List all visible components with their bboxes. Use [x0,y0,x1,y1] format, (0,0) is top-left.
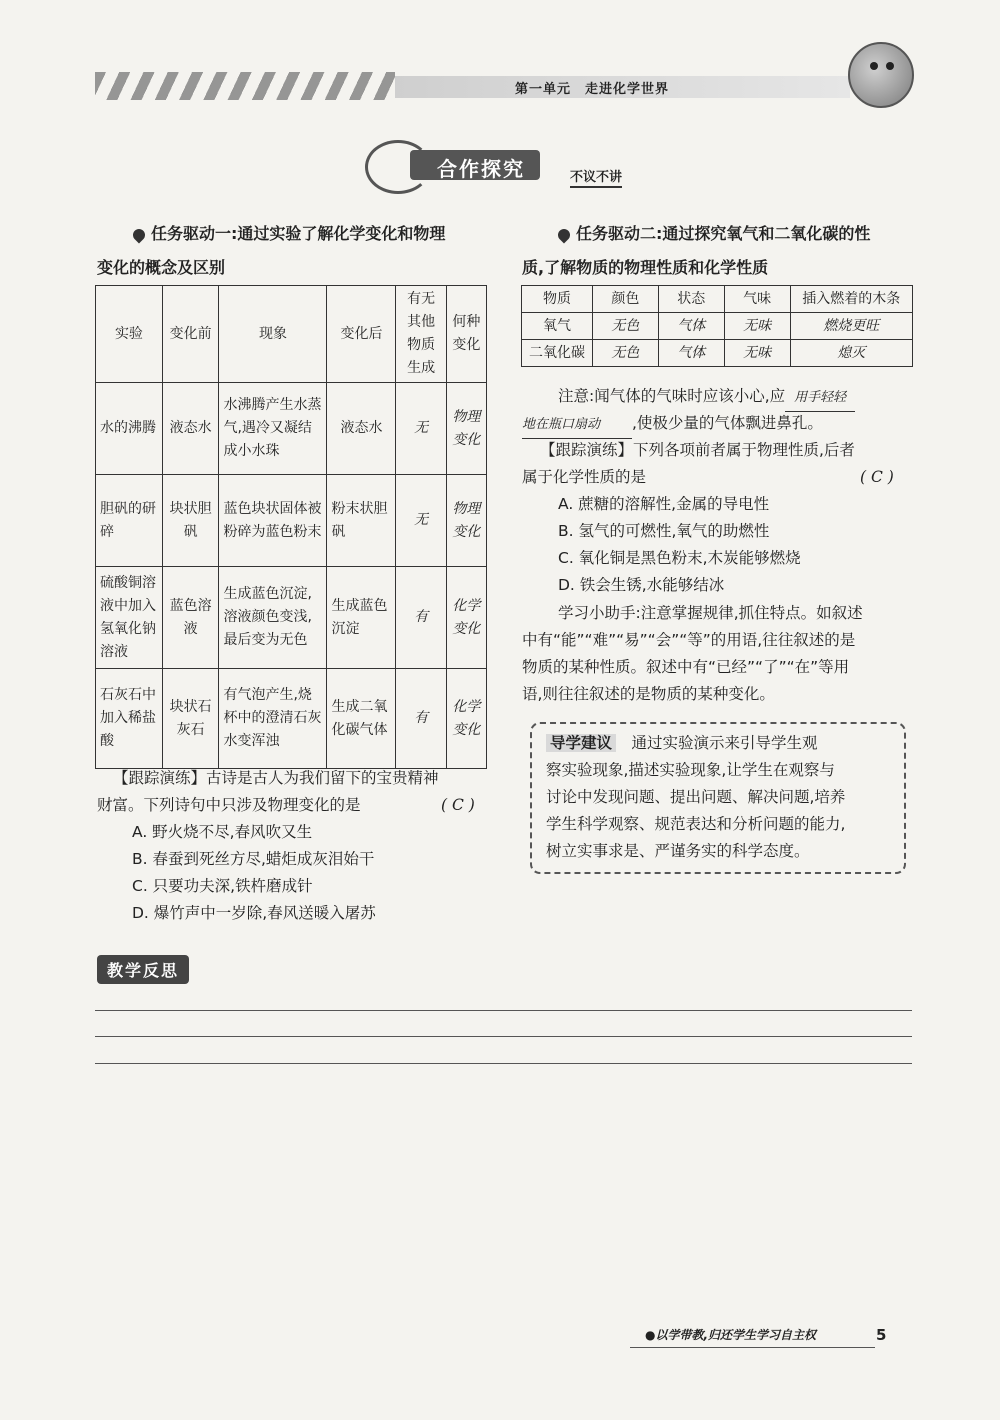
practice1-question [97,765,493,819]
note-answer: 地在瓶口扇动 [522,411,632,439]
header-stripes [95,72,395,100]
table-cell: 液态水 [162,383,219,475]
table-cell: 粉末状胆矾 [327,475,396,567]
table-header-cell: 物质 [522,286,593,313]
option-item: A. 蔗糖的溶解性,金属的导电性 [558,495,770,513]
practice1-line2-wrap [97,792,493,819]
writing-line [95,1063,912,1064]
table-row [96,567,487,669]
practice2-line2: 属于化学性质的是 [522,468,647,486]
table-cell: 生成二氧化碳气体 [327,669,396,769]
page-number: 5 [876,1326,887,1344]
table-cell: 硫酸铜溶液中加入氢氧化钠溶液 [96,567,163,669]
answer-cell: 燃烧更旺 [790,313,912,340]
answer-cell: 化学变化 [446,567,486,669]
writing-line [95,1036,912,1037]
table-header-cell: 状态 [658,286,724,313]
table-cell: 生成蓝色沉淀,溶液颜色变浅,最后变为无色 [219,567,327,669]
practice2-line1: 【跟踪演练】下列各项前者属于物理性质,后者 [540,441,855,459]
writing-line [95,1010,912,1011]
section-subtitle: 不议不讲 [570,166,622,188]
table-cell: 石灰石中加入稀盐酸 [96,669,163,769]
learning-helper [522,600,914,708]
table-row [96,669,487,769]
note-answer: 用手轻轻 [785,384,855,412]
note-text: 注意:闻气体的气味时应该小心,应 [558,387,786,405]
guide-text [546,730,892,865]
table-header-cell: 实验 [96,286,163,383]
answer-cell: 无 [396,475,446,567]
practice1-answer: ( C ) [441,796,475,814]
answer-cell: 无味 [724,313,790,340]
answer-cell: 无色 [592,313,658,340]
section-banner [365,140,645,188]
guide-line [546,730,892,757]
practice1-line2: 财富。下列诗句中只涉及物理变化的是 [97,796,361,814]
table-cell: 水沸腾产生水蒸气,遇冷又凝结成小水珠 [219,383,327,475]
table-header-cell: 变化前 [162,286,219,383]
table-row [522,340,913,367]
table-header-cell: 插入燃着的木条 [790,286,912,313]
option-item: C. 氧化铜是黑色粉末,木炭能够燃烧 [558,549,801,567]
table-cell: 氧气 [522,313,593,340]
table-header-cell: 现象 [219,286,327,383]
table-row [96,383,487,475]
property-table [521,285,913,367]
guide-line: 树立实事求是、严谨务实的科学态度。 [546,842,810,860]
helper-line: 物质的某种性质。叙述中有“已经”“了”“在”等用 [522,658,850,676]
guide-label: 导学建议 [546,734,616,752]
option-item: D. 铁会生锈,水能够结冰 [558,576,725,594]
practice2-line2-wrap [522,464,912,491]
table-row [522,313,913,340]
guide-box [530,722,906,874]
table-cell: 块状石灰石 [162,669,219,769]
location-pin-icon [131,226,148,243]
location-pin-icon [556,226,573,243]
answer-cell: 有 [396,567,446,669]
answer-cell: 熄灭 [790,340,912,367]
answer-cell: 无色 [592,340,658,367]
helper-line: 语,则往往叙述的是物质的某种变化。 [522,685,775,703]
answer-cell: 气体 [658,313,724,340]
footer-line [630,1347,875,1348]
table-cell: 蓝色溶液 [162,567,219,669]
option-item: A. 野火烧不尽,春风吹又生 [132,823,313,841]
table-header-cell: 气味 [724,286,790,313]
table-cell: 二氧化碳 [522,340,593,367]
table-cell: 胆矾的研碎 [96,475,163,567]
option-item: C. 只要功夫深,铁杵磨成针 [132,877,313,895]
table-header-cell: 变化后 [327,286,396,383]
answer-cell: 物理变化 [446,383,486,475]
guide-line: 讨论中发现问题、提出问题、解决问题,培养 [546,788,846,806]
helper-line: 学习小助手:注意掌握规律,抓住特点。如叙述 [558,604,863,622]
reflection-title: 教学反思 [97,955,189,984]
practice2-question [522,437,912,491]
unit-title: 第一单元 走进化学世界 [515,82,670,97]
page-header [95,68,855,104]
mascot-icon [848,42,914,108]
answer-cell: 物理变化 [446,475,486,567]
task2-heading-line2: 质,了解物质的物理性质和化学性质 [522,258,769,277]
guide-line: 学生科学观察、规范表达和分析问题的能力, [546,815,846,833]
note-line1 [558,383,918,412]
task1-heading [133,218,493,250]
task2-heading [558,218,918,250]
answer-cell: 化学变化 [446,669,486,769]
table-cell: 块状胆矾 [162,475,219,567]
task1-heading-line2: 变化的概念及区别 [97,258,226,277]
table-row [96,475,487,567]
option-item: B. 春蚕到死丝方尽,蜡炬成灰泪始干 [132,850,375,868]
table-header-cell: 何种变化 [446,286,486,383]
table-header-cell: 颜色 [592,286,658,313]
task1-heading-line1: 任务驱动一:通过实验了解化学变化和物理 [151,224,446,243]
answer-cell: 无 [396,383,446,475]
practice2-options [558,491,908,599]
note-text: ,使极少量的气体飘进鼻孔。 [632,414,823,432]
table-cell: 有气泡产生,烧杯中的澄清石灰水变浑浊 [219,669,327,769]
table-header-row [96,286,487,383]
answer-cell: 有 [396,669,446,769]
table-header-cell: 有无其他物质生成 [396,286,446,383]
table-cell: 水的沸腾 [96,383,163,475]
table-cell: 蓝色块状固体被粉碎为蓝色粉末 [219,475,327,567]
experiment-table [95,285,487,769]
practice2-answer: ( C ) [860,468,894,486]
guide-line: 察实验现象,描述实验现象,让学生在观察与 [546,761,835,779]
helper-line: 中有“能”“难”“易”“会”“等”的用语,往往叙述的是 [522,631,856,649]
footer-slogan: ●以学带教,归还学生学习自主权 [645,1328,817,1342]
practice1-line1: 【跟踪演练】古诗是古人为我们留下的宝贵精神 [113,769,439,787]
answer-cell: 气体 [658,340,724,367]
guide-line-text: 通过实验演示来引导学生观 [631,734,818,752]
table-cell: 生成蓝色沉淀 [327,567,396,669]
table-header-row [522,286,913,313]
option-item: D. 爆竹声中一岁除,春风送暖入屠苏 [132,904,376,922]
option-item: B. 氢气的可燃性,氧气的助燃性 [558,522,770,540]
practice1-options [132,819,492,927]
answer-cell: 无味 [724,340,790,367]
task2-heading-line1: 任务驱动二:通过探究氧气和二氧化碳的性 [576,224,871,243]
note-line2 [522,410,912,439]
table-cell: 液态水 [327,383,396,475]
section-title: 合作探究 [437,157,525,181]
